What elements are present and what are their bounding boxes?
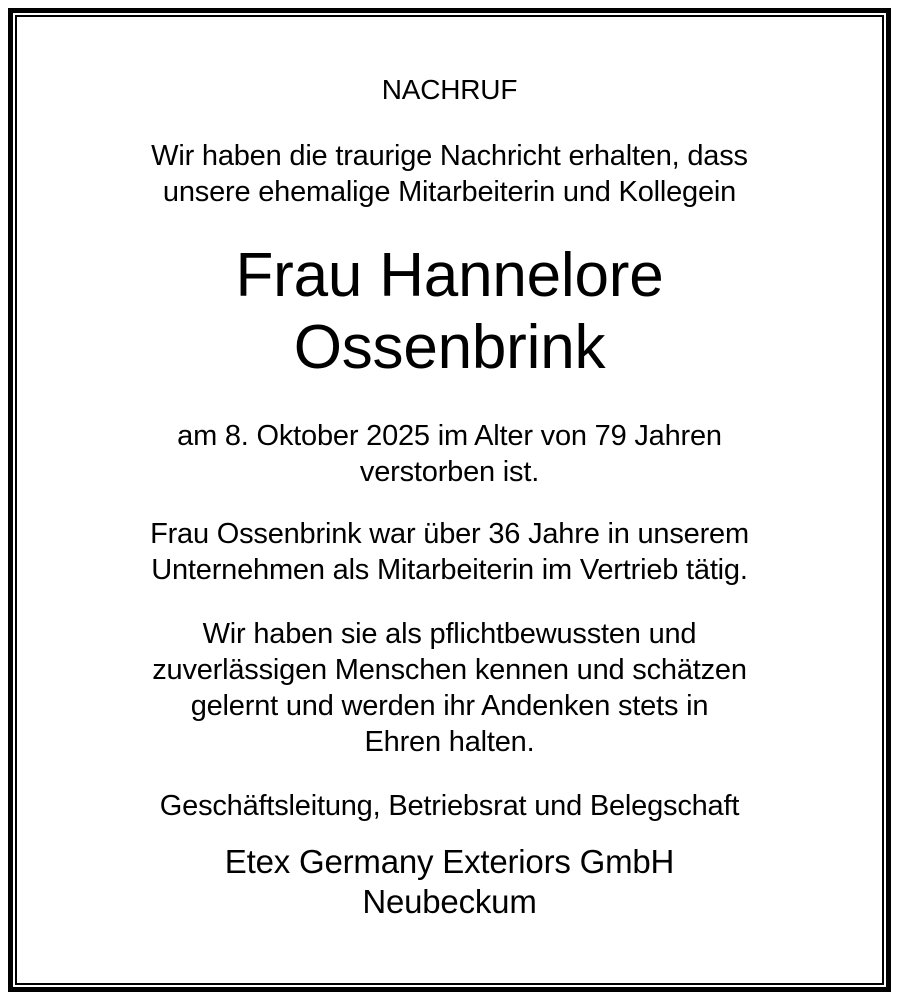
career-line-1: Frau Ossenbrink war über 36 Jahre in unserem [150, 518, 749, 550]
death-line-1: am 8. Oktober 2025 im Alter von 79 Jahren [177, 420, 722, 452]
death-date-paragraph [30, 418, 869, 490]
intro-paragraph [30, 138, 869, 210]
tribute-line-1: Wir haben sie als pflichtbewussten und [202, 618, 697, 650]
company-location: Neubeckum [362, 883, 537, 920]
intro-line-2: unsere ehemalige Mitarbeiterin und Kollegein [162, 176, 737, 208]
tribute-line-4: Ehren halten. [364, 726, 535, 758]
notice-heading [30, 72, 869, 108]
heading-text: NACHRUF [381, 74, 518, 105]
tribute-paragraph [30, 616, 869, 760]
signatories-text: Geschäftsleitung, Betriebsrat und Belegschaft [159, 790, 740, 822]
tribute-line-2: zuverlässigen Menschen kennen und schätzen [152, 654, 747, 686]
deceased-name [30, 240, 869, 384]
tribute-line-3: gelernt und werden ihr Andenken stets in [190, 690, 709, 722]
name-line-2: Ossenbrink [293, 313, 606, 382]
intro-line-1: Wir haben die traurige Nachricht erhalten, dass [151, 140, 748, 172]
company-name: Etex Germany Exteriors GmbH [224, 843, 675, 880]
career-line-2: Unternehmen als Mitarbeiterin im Vertrieb tätig. [151, 554, 748, 586]
career-paragraph [30, 516, 869, 588]
company-block [30, 842, 869, 922]
signatories [30, 788, 869, 824]
death-line-2: verstorben ist. [359, 456, 540, 488]
name-line-1: Frau Hannelore [235, 241, 664, 310]
